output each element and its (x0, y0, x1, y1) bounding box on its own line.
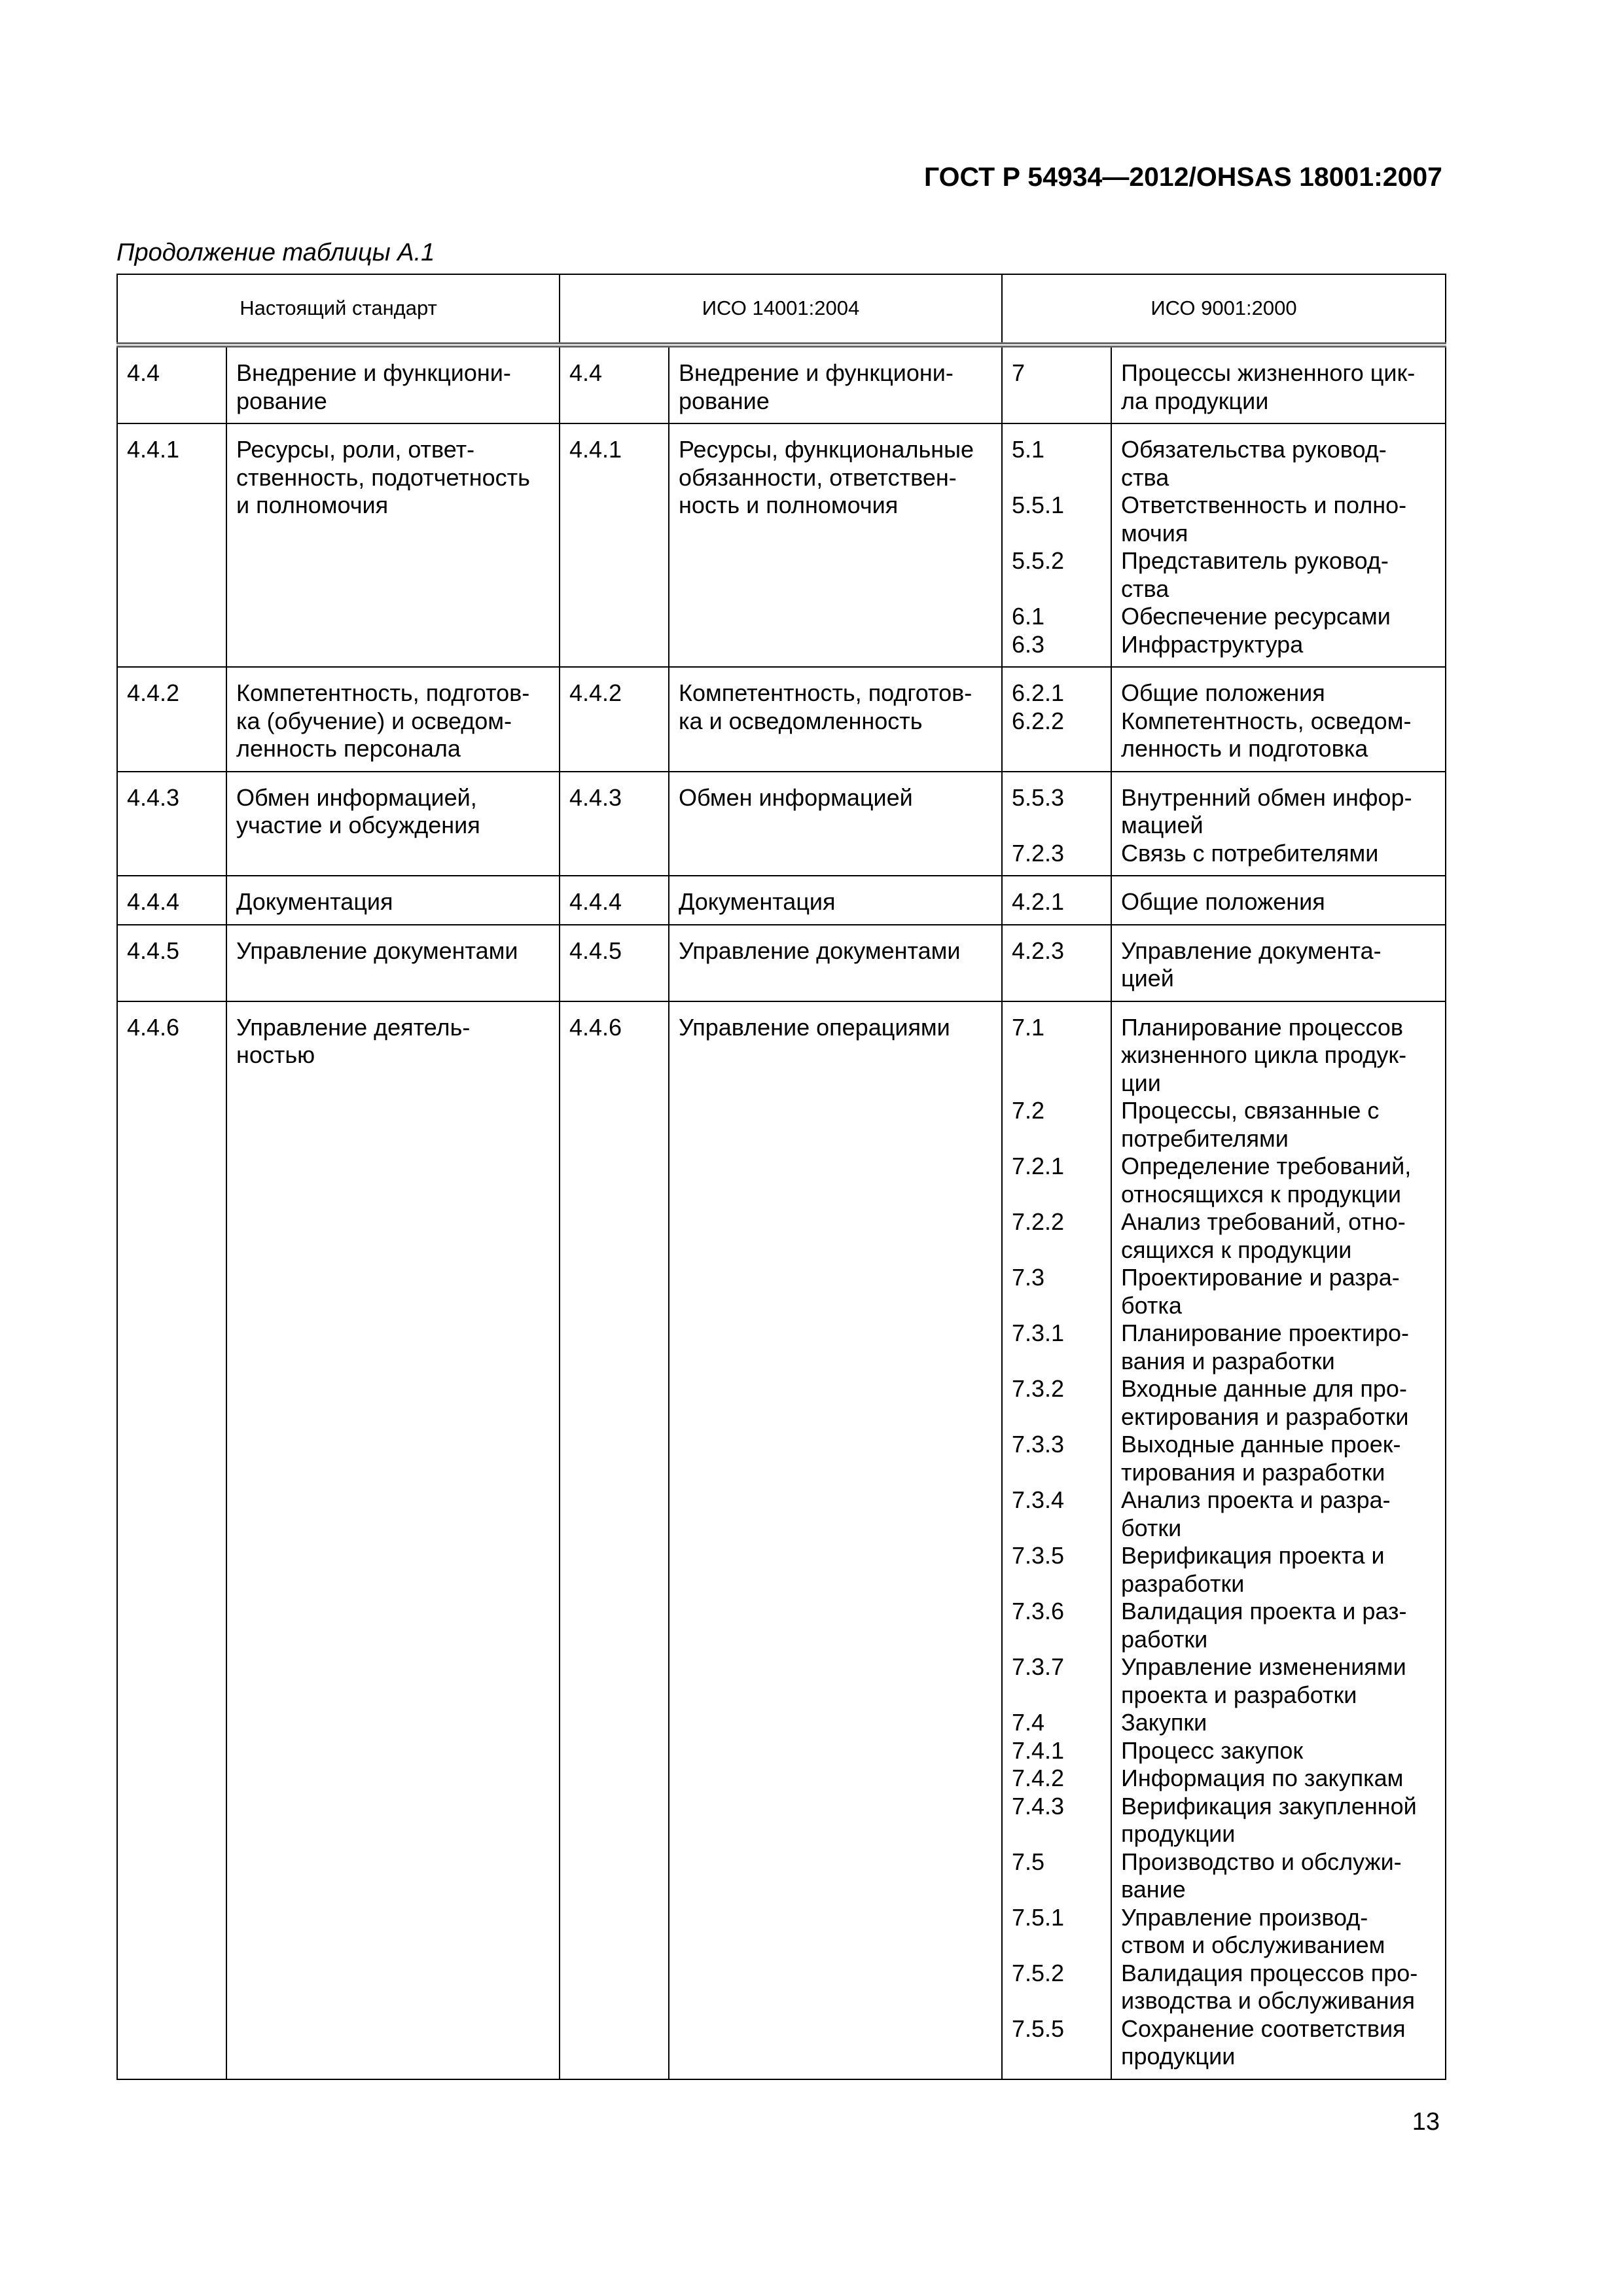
iso9001-clause-title: Информация по закупкам (1121, 1765, 1404, 1791)
iso9001-titles (1111, 876, 1446, 925)
current-standard-title: Документация (226, 876, 560, 925)
iso9001-clause-code: 7.5 (1012, 1848, 1045, 1875)
iso9001-clause-title: Сохранение соответствия продукции (1121, 2015, 1406, 2070)
iso9001-clause-code: 4.2.1 (1012, 888, 1065, 915)
iso9001-clause-code: 7.3.1 (1012, 1319, 1065, 1346)
iso9001-titles (1111, 345, 1446, 423)
table-row (117, 772, 1446, 876)
iso14001-title: Управление документами (669, 925, 1002, 1001)
iso9001-clause-title: Управление изменениями проекта и разработки (1121, 1653, 1406, 1708)
iso9001-clause-code: 6.2.2 (1012, 707, 1065, 734)
iso9001-clause-code: 5.5.2 (1012, 547, 1065, 574)
iso9001-clause-code: 6.3 (1012, 630, 1045, 658)
iso9001-clauses (1002, 876, 1111, 925)
page-number: 13 (1412, 2108, 1440, 2136)
iso9001-clause-title: Производство и обслужи- вание (1121, 1848, 1402, 1903)
iso9001-clause-code: 7.3.4 (1012, 1486, 1065, 1513)
iso9001-clause-code: 5.5.3 (1012, 783, 1065, 811)
iso9001-clause-title: Входные данные для про- ектирования и разработки (1121, 1375, 1409, 1430)
column-header-iso14001: ИСО 14001:2004 (560, 274, 1002, 345)
iso9001-clause-code: 7.2 (1012, 1097, 1045, 1124)
iso9001-clauses (1002, 423, 1111, 667)
table-row (117, 925, 1446, 1001)
table-row (117, 423, 1446, 667)
iso9001-clauses (1002, 1001, 1111, 2079)
iso9001-clause-title: Выходные данные проек- тирования и разработки (1121, 1431, 1401, 1486)
current-standard-clause: 4.4 (117, 345, 226, 423)
iso9001-clauses (1002, 667, 1111, 772)
iso14001-title: Ресурсы, функциональные обязанности, ответствен- ность и полномочия (669, 423, 1002, 667)
iso9001-clause-title: Общие положения (1121, 679, 1325, 706)
iso9001-clause-code: 7.2.3 (1012, 839, 1065, 867)
iso9001-clauses (1002, 772, 1111, 876)
iso9001-clause-title: Закупки (1121, 1709, 1207, 1736)
iso9001-clause-title: Общие положения (1121, 888, 1325, 915)
iso9001-clauses (1002, 345, 1111, 423)
iso9001-titles (1111, 423, 1446, 667)
iso9001-clause-title: Валидация процессов про- изводства и обслуживания (1121, 1959, 1418, 2014)
iso14001-title: Документация (669, 876, 1002, 925)
iso9001-clause-title: Управление документа- цией (1121, 937, 1382, 992)
iso9001-clause-code: 5.5.1 (1012, 492, 1065, 518)
iso14001-clause: 4.4.5 (560, 925, 669, 1001)
iso9001-clause-title: Связь с потребителями (1121, 839, 1379, 867)
iso9001-clause-title: Валидация проекта и раз- работки (1121, 1598, 1407, 1653)
iso9001-clause-code: 7.1 (1012, 1013, 1045, 1041)
iso14001-clause: 4.4.2 (560, 667, 669, 772)
current-standard-title: Обмен информацией, участие и обсуждения (226, 772, 560, 876)
iso9001-clause-code: 7.2.2 (1012, 1208, 1065, 1235)
current-standard-clause: 4.4.4 (117, 876, 226, 925)
iso14001-clause: 4.4.3 (560, 772, 669, 876)
current-standard-clause: 4.4.5 (117, 925, 226, 1001)
current-standard-title: Управление деятель- ностью (226, 1001, 560, 2079)
iso9001-clause-title: Процессы, связанные с потребителями (1121, 1097, 1380, 1152)
iso9001-clause-code: 7.3.5 (1012, 1542, 1065, 1569)
iso9001-clause-code: 7.5.2 (1012, 1959, 1065, 1986)
iso9001-clause-title: Инфраструктура (1121, 630, 1304, 658)
iso9001-clause-title: Анализ требований, отно- сящихся к продукции (1121, 1208, 1406, 1263)
iso9001-clause-code: 7.3.7 (1012, 1653, 1065, 1680)
iso9001-clause-code: 6.2.1 (1012, 679, 1065, 706)
iso14001-clause: 4.4 (560, 345, 669, 423)
iso9001-clause-code: 7.3.6 (1012, 1598, 1065, 1624)
iso9001-clause-code: 7.5.1 (1012, 1903, 1065, 1931)
correspondence-table (116, 274, 1446, 2080)
iso9001-clause-code: 7.5.5 (1012, 2015, 1065, 2042)
current-standard-clause: 4.4.1 (117, 423, 226, 667)
iso9001-clause-title: Определение требований, относящихся к продукции (1121, 1153, 1412, 1208)
iso9001-clause-code: 7 (1012, 359, 1026, 386)
iso9001-clause-code: 7.3.2 (1012, 1375, 1065, 1402)
iso9001-clause-title: Верификация закупленной продукции (1121, 1792, 1417, 1847)
table-row (117, 667, 1446, 772)
iso9001-clause-title: Компетентность, осведом- ленность и подготовка (1121, 707, 1412, 762)
current-standard-title: Ресурсы, роли, ответ- ственность, подотчетность и полномочия (226, 423, 560, 667)
iso14001-title: Внедрение и функциони- рование (669, 345, 1002, 423)
iso9001-clause-title: Процессы жизненного цик- ла продукции (1121, 359, 1416, 414)
current-standard-clause: 4.4.2 (117, 667, 226, 772)
iso9001-clause-code: 7.4.3 (1012, 1792, 1065, 1820)
iso9001-clause-title: Управление производ- ством и обслуживанием (1121, 1903, 1385, 1958)
iso9001-clause-title: Представитель руковод- ства (1121, 547, 1389, 602)
current-standard-title: Управление документами (226, 925, 560, 1001)
iso9001-clause-code: 4.2.3 (1012, 937, 1065, 964)
table-row (117, 345, 1446, 423)
iso9001-clauses (1002, 925, 1111, 1001)
iso9001-clause-title: Проектирование и разра- ботка (1121, 1264, 1400, 1319)
iso9001-clause-code: 7.2.1 (1012, 1153, 1065, 1179)
iso9001-clause-code: 7.4.1 (1012, 1736, 1065, 1764)
iso9001-clause-code: 6.1 (1012, 603, 1045, 630)
iso9001-clause-title: Обеспечение ресурсами (1121, 603, 1391, 630)
iso14001-clause: 4.4.6 (560, 1001, 669, 2079)
iso9001-titles (1111, 1001, 1446, 2079)
iso9001-clause-code: 5.1 (1012, 436, 1045, 463)
iso9001-titles (1111, 667, 1446, 772)
iso9001-clause-title: Планирование процессов жизненного цикла продук- ции (1121, 1013, 1407, 1096)
iso9001-clause-title: Планирование проектиро- вания и разработки (1121, 1319, 1410, 1374)
iso9001-clause-title: Ответственность и полно- мочия (1121, 492, 1407, 547)
iso9001-clause-code: 7.3 (1012, 1264, 1045, 1291)
table-body (117, 345, 1446, 2079)
iso9001-clause-code: 7.3.3 (1012, 1431, 1065, 1458)
document-code-header: ГОСТ Р 54934—2012/OHSAS 18001:2007 (923, 162, 1442, 192)
current-standard-title: Внедрение и функциони- рование (226, 345, 560, 423)
table-header-row (117, 274, 1446, 345)
iso9001-clause-title: Процесс закупок (1121, 1736, 1304, 1764)
column-header-iso9001: ИСО 9001:2000 (1002, 274, 1446, 345)
table-row (117, 1001, 1446, 2079)
iso9001-clause-title: Верификация проекта и разработки (1121, 1542, 1385, 1597)
current-standard-clause: 4.4.3 (117, 772, 226, 876)
iso14001-title: Управление операциями (669, 1001, 1002, 2079)
current-standard-clause: 4.4.6 (117, 1001, 226, 2079)
iso9001-clause-code: 7.4.2 (1012, 1765, 1065, 1791)
current-standard-title: Компетентность, подготов- ка (обучение) и осведом- ленность персонала (226, 667, 560, 772)
iso9001-clause-title: Обязательства руковод- ства (1121, 436, 1387, 491)
table-row (117, 876, 1446, 925)
iso9001-titles (1111, 925, 1446, 1001)
iso14001-clause: 4.4.1 (560, 423, 669, 667)
iso14001-title: Обмен информацией (669, 772, 1002, 876)
iso9001-titles (1111, 772, 1446, 876)
iso9001-clause-title: Анализ проекта и разра- ботки (1121, 1486, 1391, 1541)
table-caption: Продолжение таблицы А.1 (116, 239, 435, 266)
iso9001-clause-code: 7.4 (1012, 1709, 1045, 1736)
iso14001-title: Компетентность, подготов- ка и осведомленность (669, 667, 1002, 772)
column-header-current-standard: Настоящий стандарт (117, 274, 560, 345)
iso14001-clause: 4.4.4 (560, 876, 669, 925)
iso9001-clause-title: Внутренний обмен инфор- мацией (1121, 783, 1412, 838)
